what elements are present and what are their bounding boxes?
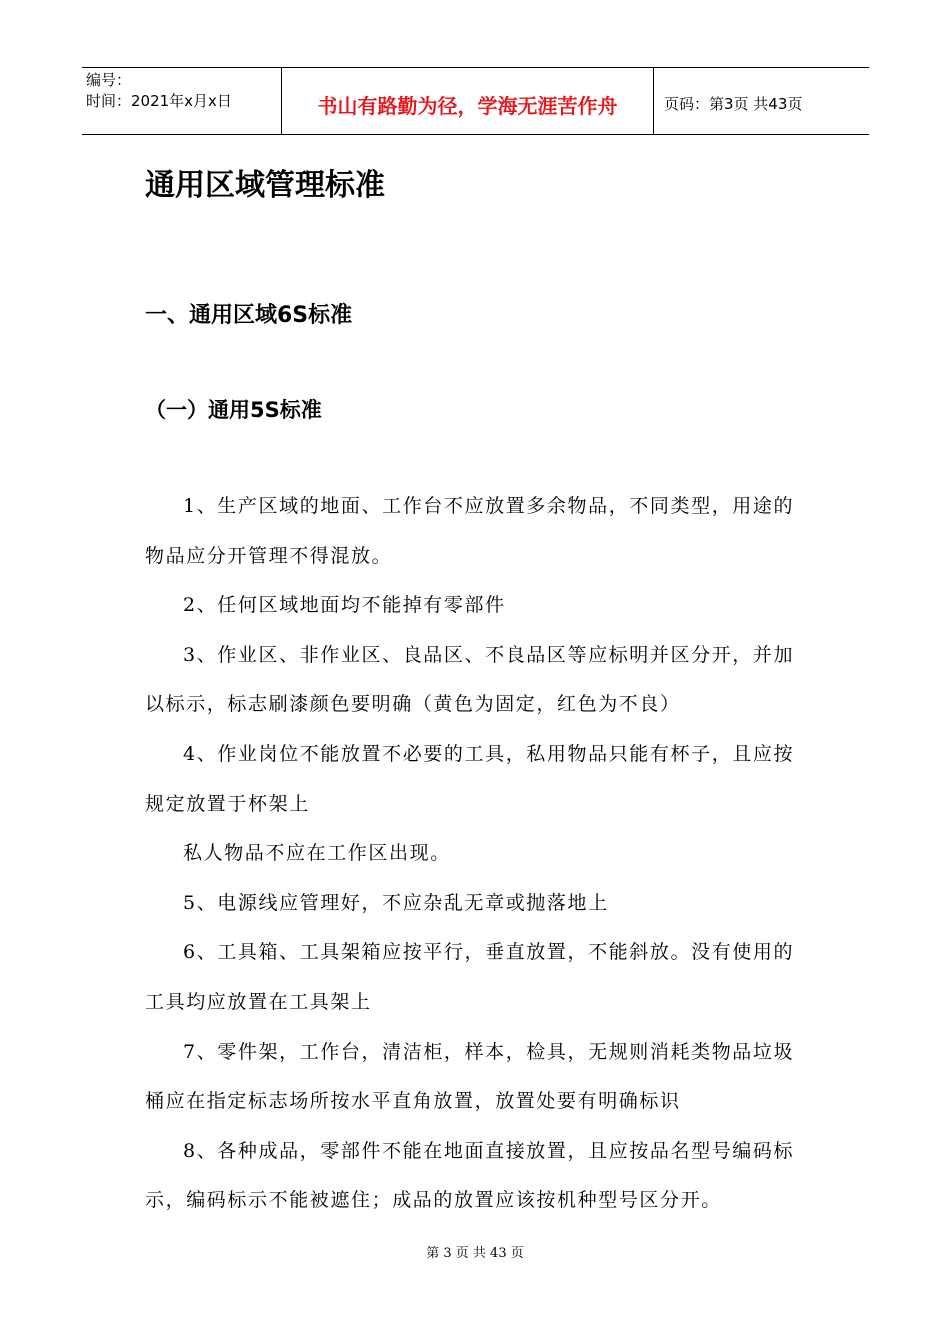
paragraph: 2、任何区域地面均不能掉有零部件 (183, 594, 506, 617)
paragraph: 1、生产区域的地面、工作台不应放置多余物品，不同类型，用途的物品应分开管理不得混放。 (145, 495, 795, 567)
header-meta-cell (82, 68, 282, 134)
page-header (82, 67, 869, 135)
number-label: 编号： (86, 71, 132, 89)
document-title: 通用区域管理标准 (145, 168, 385, 203)
paragraph: 8、各种成品，零部件不能在地面直接放置，且应按品名型号编码标示，编码标示不能被遮住；成品的放置应该按机种型号区分开。 (145, 1139, 795, 1212)
header-motto: 书山有路勤为径，学海无涯苦作舟 (282, 68, 654, 134)
paragraph: 3、作业区、非作业区、良品区、不良品区等应标明并区分开，并加以标示，标志刷漆颜色要明确（黄色为固定，红色为不良） (145, 643, 795, 716)
paragraph: 4、作业岗位不能放置不必要的工具，私用物品只能有杯子，且应按规定放置于杯架上 (145, 742, 795, 815)
page-footer: 第 3 页 共 43 页 (426, 1246, 524, 1261)
subsection-heading: （一）通用5S标准 (145, 398, 322, 422)
paragraph: 6、工具箱、工具架箱应按平行，垂直放置，不能斜放。没有使用的工具均应放置在工具架上 (145, 941, 795, 1013)
header-page-info: 页码：第3页 共43页 (664, 94, 803, 113)
paragraph: 5、电源线应管理好，不应杂乱无章或抛落地上 (183, 891, 609, 914)
section-heading: 一、通用区域6S标准 (145, 303, 353, 328)
body-text (145, 482, 810, 1226)
paragraph: 7、零件架，工作台，清洁柜，样本，检具，无规则消耗类物品垃圾桶应在指定标志场所按水平直角放置，放置处要有明确标识 (145, 1040, 795, 1113)
paragraph: 私人物品不应在工作区出现。 (183, 842, 451, 865)
date-label: 时间：2021年x月x日 (86, 92, 232, 110)
